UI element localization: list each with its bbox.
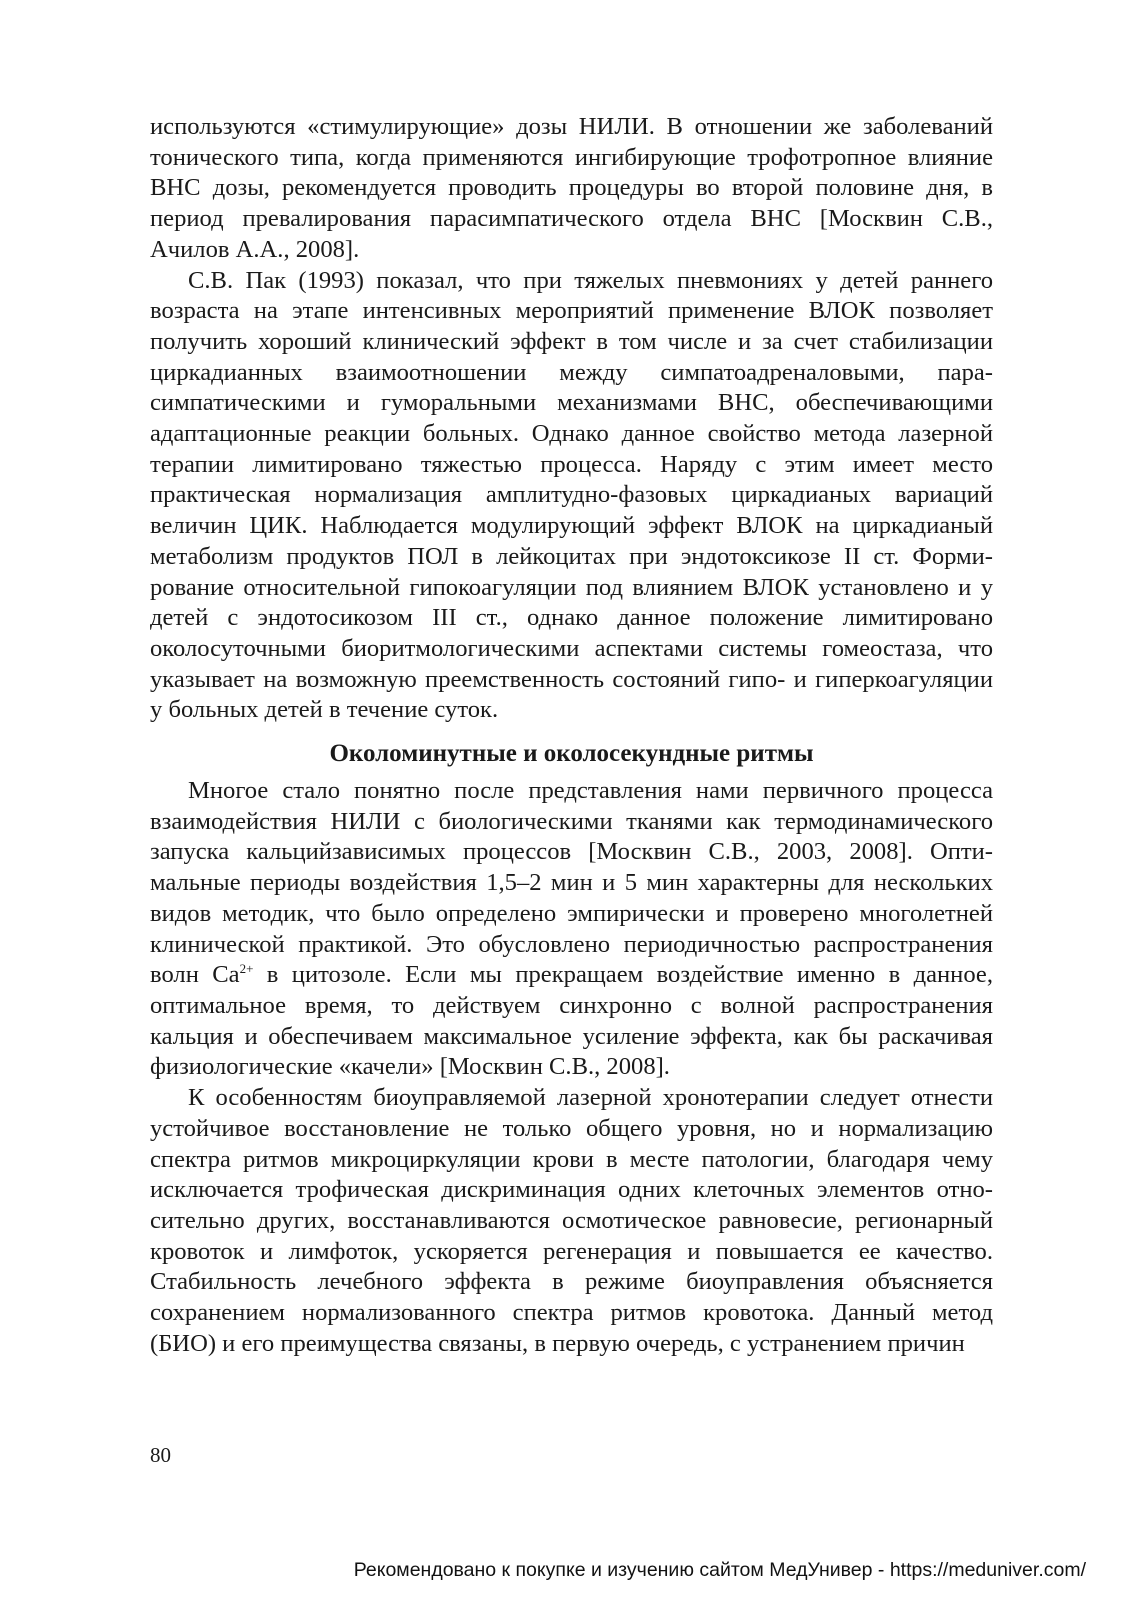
paragraph-biofeedback: К особенностям биоуправляемой лазерной хронотерапии следует отнести устойчивое восстановление не только общего уровня, но и нормализацию спектра ритмов микроциркуляции крови в месте патологии, благодаря чему исключается трофическая дискриминация одних клеточных элементов относительно других, восстанавливаются осмотическое равновесие, регионарный кровоток и лимфоток, ускоряется регенерация и повышается ее качество. Стабильность лечебного эффекта в режиме биоуправления объясняется сохранением нормализованного спектра ритмов кровотока. Данный метод (БИО) и его преимущества связаны, в первую очередь, с устранением причин bbox=[150, 1084, 993, 1357]
footer-watermark: Рекомендовано к покупке и изучению сайтом МедУнивер - https://meduniver.com/ bbox=[353, 1559, 1086, 1581]
paragraph-calcium-text-start: Многое стало понятно после представления нами первичного процесса взаимодействия НИЛИ с биологическими тканями как термодинамического запуска кальцийзависимых процессов [Москвин С.В., 2003, 2008]. Оптимальные периоды воздействия 1,5–2 мин и 5 мин характерны для нескольких видов методик, что было определено эмпирически и проверено многолетней клинической практикой. Это обусловлено периодичностью распространения волн Са bbox=[150, 777, 993, 989]
page-body bbox=[150, 112, 993, 1359]
section-heading: Околоминутные и околосекундные ритмы bbox=[329, 740, 814, 768]
paragraph-continuation: используются «стимулирующие» дозы НИЛИ. В отношении же заболеваний тонического типа, когда применяются ингибирующие трофотропное влияние ВНС дозы, рекомендуется проводить процедуры во второй половине дня, в период превалирования парасимпатического отдела ВНС [Москвин С.В., Ачилов А.А., 2008]. bbox=[150, 113, 993, 263]
paragraph-calcium-waves bbox=[150, 776, 993, 1083]
paragraph-calcium-text-end: в цитозоле. Если мы прекращаем воздействие именно в данное, оптимальное время, то действуем синхронно с волной распространения кальция и обеспечиваем максимальное усиление эффекта, как бы раскачивая физиологические «качели» [Москвин С.В., 2008]. bbox=[150, 961, 993, 1081]
paragraph-pak-study: С.В. Пак (1993) показал, что при тяжелых пневмониях у детей раннего возраста на этапе интенсивных мероприятий применение ВЛОК позволяет получить хороший клинический эффект в том числе и за счет стабилизации циркадианных взаимоотношении между симпатоадреналовыми, парасимпатическими и гуморальными механизмами ВНС, обеспечивающими адаптационные реакции больных. Однако данное свойство метода лазерной терапии лимитировано тяжестью процесса. Наряду с этим имеет место практическая нормализация амплитудно-фазовых циркадианых вариаций величин ЦИК. Наблюдается модулирующий эффект ВЛОК на циркадианый метаболизм продуктов ПОЛ в лейкоцитах при эндотоксикозе II ст. Формирование относительной гипокоагуляции под влиянием ВЛОК установлено и у детей с эндотосикозом III ст., однако данное положение лимитировано околосуточными биоритмологическими аспектами системы гомеостаза, что указывает на возможную преемственность состояний гипо- и гиперкоагуляции у больных детей в течение суток. bbox=[150, 266, 993, 724]
superscript-charge: 2+ bbox=[239, 961, 254, 977]
page-number: 80 bbox=[150, 1443, 171, 1467]
